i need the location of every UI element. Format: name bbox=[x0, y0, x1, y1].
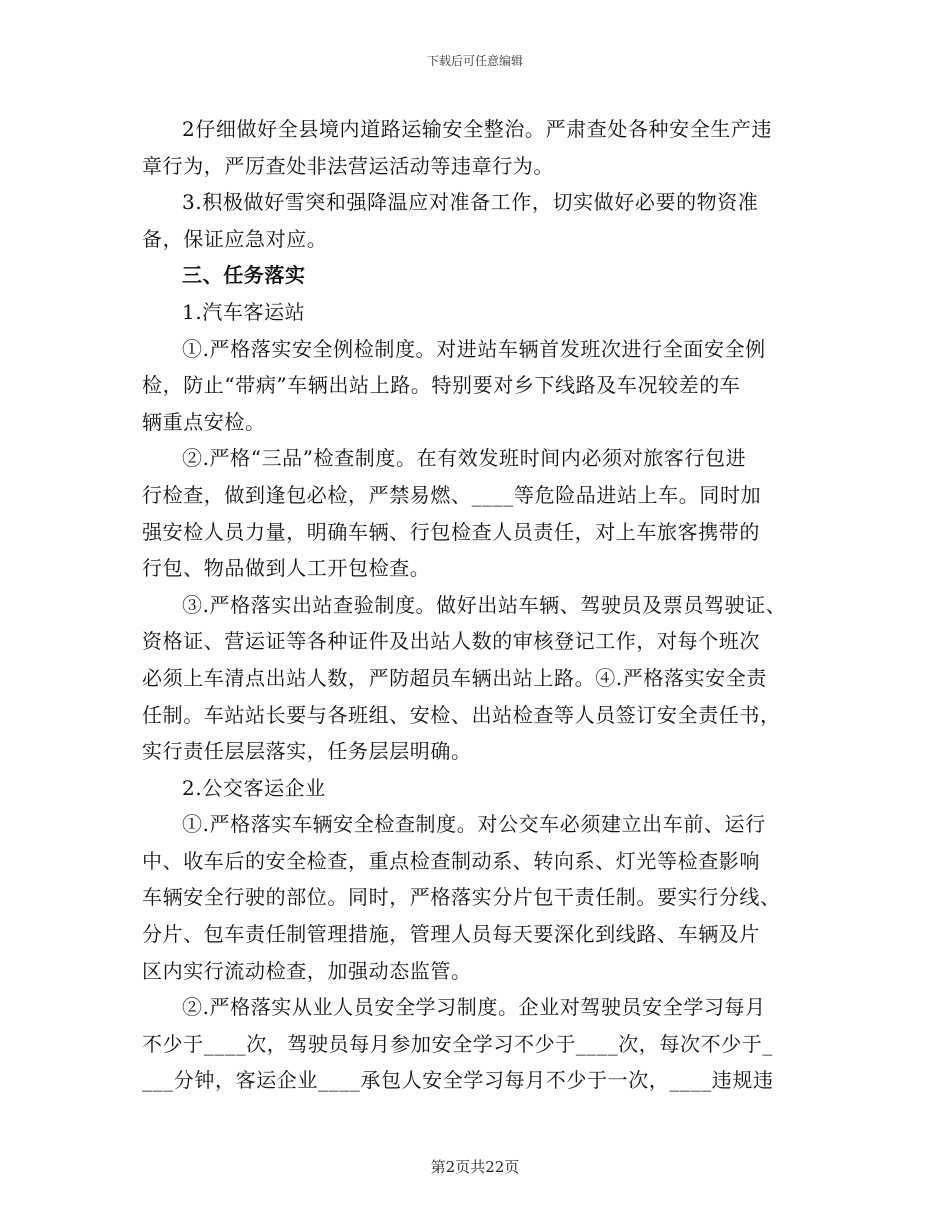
paragraph bbox=[142, 294, 812, 331]
paragraph bbox=[142, 587, 812, 770]
text-line: 分片、包车责任制管理措施，管理人员每天要深化到线路、车辆及片 bbox=[142, 922, 760, 947]
text-line: 不少于____次，驾驶员每月参加安全学习不少于____次，每次不少于_ bbox=[142, 1031, 773, 1056]
text-line: 强安检人员力量，明确车辆、行包检查人员责任，对上车旅客携带的 bbox=[142, 519, 760, 544]
text-line: 1.汽车客运站 bbox=[182, 299, 306, 324]
paragraph bbox=[142, 989, 812, 1099]
text-line: 实行责任层层落实，任务层层明确。 bbox=[142, 739, 472, 764]
text-line: 车辆安全行驶的部位。同时，严格落实分片包干责任制。要实行分线、 bbox=[142, 885, 781, 910]
text-line: 行包、物品做到人工开包检查。 bbox=[142, 556, 431, 581]
text-line: 3.积极做好雪突和强降温应对准备工作，切实做好必要的物资准 bbox=[182, 190, 759, 215]
paragraph bbox=[142, 331, 812, 441]
paragraph bbox=[142, 770, 812, 807]
text-line: 必须上车清点出站人数，严防超员车辆出站上路。④.严格落实安全责 bbox=[142, 665, 767, 690]
section-heading bbox=[142, 257, 812, 294]
text-line: 2.公交客运企业 bbox=[182, 775, 326, 800]
text-line: 任制。车站站长要与各班组、安检、出站检查等人员签订安全责任书， bbox=[142, 702, 781, 727]
text-line: 区内实行流动检查，加强动态监管。 bbox=[142, 958, 472, 983]
page-number: 第2页共22页 bbox=[430, 1158, 520, 1176]
text-line: ①.严格落实安全例检制度。对进站车辆首发班次进行全面安全例 bbox=[182, 336, 766, 361]
text-line: 辆重点安检。 bbox=[142, 409, 266, 434]
text-line: 行检查，做到逢包必检，严禁易燃、____等危险品进站上车。同时加 bbox=[142, 482, 762, 507]
text-line: ②.严格“三品”检查制度。在有效发班时间内必须对旅客行包进 bbox=[182, 446, 747, 471]
paragraph bbox=[142, 806, 812, 989]
text-line: ___分钟，客运企业____承包人安全学习每月不少于一次，____违规违 bbox=[142, 1068, 774, 1093]
text-line: ③.严格落实出站查验制度。做好出站车辆、驾驶员及票员驾驶证、 bbox=[182, 592, 787, 617]
text-line: 三、任务落实 bbox=[182, 263, 306, 288]
text-line: 检，防止“带病”车辆出站上路。特别要对乡下线路及车况较差的车 bbox=[142, 373, 741, 398]
paragraph bbox=[142, 440, 812, 586]
text-line: 备，保证应急对应。 bbox=[142, 226, 328, 251]
text-line: ②.严格落实从业人员安全学习制度。企业对驾驶员安全学习每月 bbox=[182, 995, 766, 1020]
text-line: 2仔细做好全县境内道路运输安全整治。严肃查处各种安全生产违 bbox=[182, 117, 773, 141]
text-line: 资格证、营运证等各种证件及出站人数的审核登记工作，对每个班次 bbox=[142, 629, 760, 654]
paragraph bbox=[142, 111, 812, 184]
text-line: ①.严格落实车辆安全检查制度。对公交车必须建立出车前、运行 bbox=[182, 812, 766, 837]
text-line: 章行为，严厉查处非法营运活动等违章行为。 bbox=[142, 153, 554, 178]
text-line: 中、收车后的安全检查，重点检查制动系、转向系、灯光等检查影响 bbox=[142, 848, 760, 873]
paragraph bbox=[142, 184, 812, 257]
document-body bbox=[142, 111, 812, 1099]
header-note: 下载后可任意编辑 bbox=[426, 54, 523, 68]
